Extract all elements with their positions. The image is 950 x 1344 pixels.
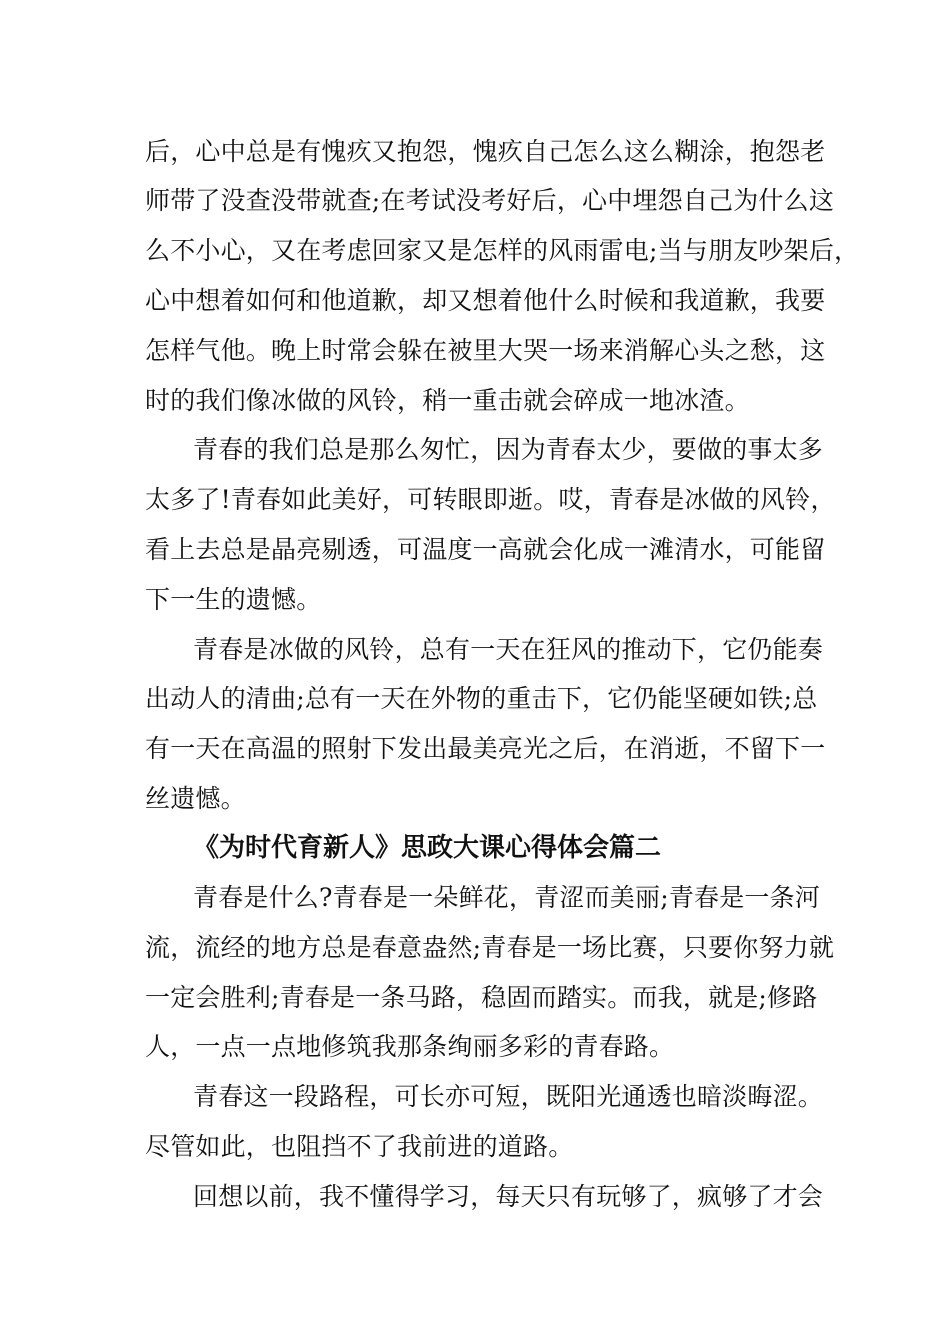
body-text-line: 时的我们像冰做的风铃，稍一重击就会碎成一地冰渣。 [145, 386, 750, 415]
body-text-line: 出动人的清曲;总有一天在外物的重击下，它仍能坚硬如铁;总 [145, 684, 818, 713]
body-text-line: 师带了没查没带就查;在考试没考好后，心中埋怨自己为什么这 [145, 186, 835, 215]
body-text-line: 太多了!青春如此美好，可转眼即逝。哎，青春是冰做的风铃， [145, 485, 836, 514]
body-text-line: 青春是什么?青春是一朵鲜花，青涩而美丽;青春是一条河 [193, 883, 821, 912]
section-heading: 《为时代育新人》思政大课心得体会篇二 [193, 833, 662, 863]
body-text-line: 青春这一段路程，可长亦可短，既阳光通透也暗淡晦涩。 [193, 1082, 824, 1111]
body-text-line: 人，一点一点地修筑我那条绚丽多彩的青春路。 [145, 1032, 675, 1061]
body-text-line: 尽管如此，也阻挡不了我前进的道路。 [145, 1132, 574, 1161]
body-text-line: 心中想着如何和他道歉，却又想着他什么时候和我道歉，我要 [145, 286, 826, 315]
body-text-line: 青春是冰做的风铃，总有一天在狂风的推动下，它仍能奏 [193, 635, 824, 664]
body-text-line: 有一天在高温的照射下发出最美亮光之后，在消逝，不留下一 [145, 734, 826, 763]
body-text-line: 看上去总是晶亮剔透，可温度一高就会化成一滩清水，可能留 [145, 535, 826, 564]
body-text-line: 一定会胜利;青春是一条马路，稳固而踏实。而我，就是;修路 [145, 983, 818, 1012]
body-text-line: 后，心中总是有愧疚又抱怨，愧疚自己怎么这么糊涂，抱怨老 [145, 137, 826, 166]
body-text-line: 回想以前，我不懂得学习，每天只有玩够了，疯够了才会 [193, 1182, 824, 1211]
body-text-line: 丝遗憾。 [145, 784, 246, 813]
body-text-line: 下一生的遗憾。 [145, 585, 322, 614]
body-text-line: 流，流经的地方总是春意盎然;青春是一场比赛，只要你努力就 [145, 933, 835, 962]
body-text-line: 怎样气他。晚上时常会躲在被里大哭一场来消解心头之愁，这 [145, 336, 826, 365]
body-text-line: 青春的我们总是那么匆忙，因为青春太少，要做的事太多 [193, 435, 824, 464]
body-text-line: 么不小心，又在考虑回家又是怎样的风雨雷电;当与朋友吵架后， [145, 236, 860, 265]
